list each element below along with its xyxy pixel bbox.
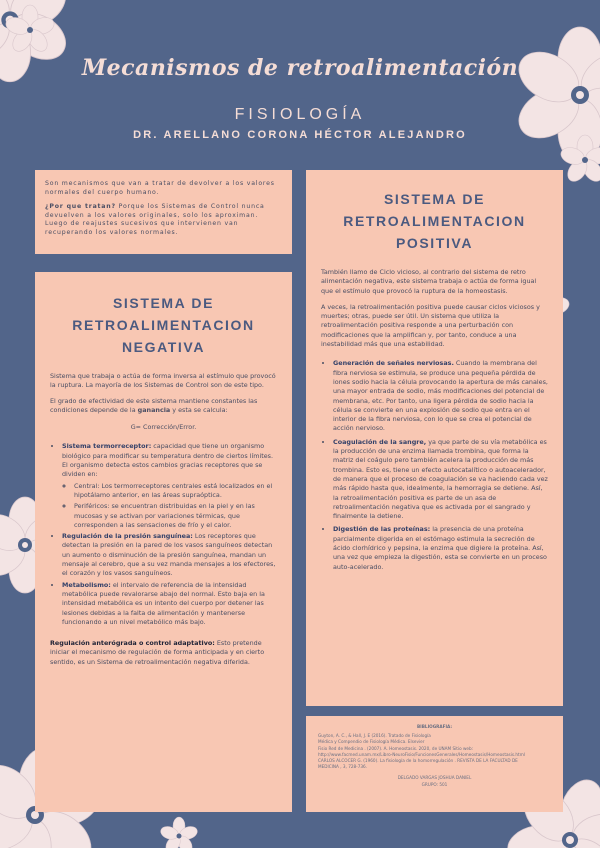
positive-paragraph: A veces, la retroalimentación positiva puede causar ciclos viciosos y muertes; otras, puede ser útil. Un sistema que utiliza la retroalimentación positiva responde a una perturbación con modificaciones que la amplifican y, por tanto, conduce a una inestabilidad más que una estabilidad. [321, 302, 540, 349]
anterograde-label: Regulación anterógrada o control adaptativo: [50, 639, 215, 648]
bibliography-panel [306, 716, 563, 812]
bibliography-heading: BIBLIOGRAFIA: [416, 724, 453, 729]
item-label: Generación de señales nerviosas. [333, 359, 454, 368]
negative-title-line: RETROALIMENTACION [72, 317, 255, 333]
item-label: Digestión de las proteínas: [333, 525, 431, 534]
positive-title-line: RETROALIMENTACION [343, 213, 526, 229]
list-item [62, 532, 277, 578]
gain-term: ganancia [137, 405, 171, 414]
list-item [333, 525, 548, 571]
list-item [333, 438, 548, 522]
signer-name: DELGADO VARGAS JOSHUA DANIEL [397, 775, 472, 781]
item-text: el intervalo de referencia de la intensidad metabólica puede revalorarse abajo del normal. Esto baja en la intensidad metabólica es un intento del cuerpo por detener las lesiones debidas a la falta de alimentación y mantenerse funcionando a un nivel metabólico más bajo. [62, 580, 265, 626]
item-text: Los receptores que detectan la presión en la pared de los vasos sanguíneos detectan un aumento o disminución de la presión sanguínea, mandan un mensaje al cerebro, que a su vez manda mensajes a los efectores, el corazón y los vasos sanguíneos. [62, 532, 276, 578]
intro-question-label: ¿Por que tratan? [45, 203, 116, 211]
gain-text-pre: El grado de efectividad de este sistema mantiene constantes las condiciones depende de la [50, 396, 258, 414]
negative-title-line: SISTEMA DE [112, 295, 215, 311]
bibliography-ref: http://www.facmed.unam.mx/Libro-NeuroFisio/FuncionesGenerales/Homeostasis/Homeostasis.html [318, 751, 525, 757]
positive-title-line: POSITIVA [395, 235, 474, 251]
flower-icon [0, 0, 60, 60]
bibliography-ref: MEDICINA , 3, 728-736. [318, 764, 368, 770]
item-label: Metabolismo: [62, 580, 111, 589]
intro-panel [35, 170, 292, 254]
list-item [62, 581, 277, 627]
item-label: Coagulación de la sangre, [333, 437, 427, 446]
positive-list [321, 359, 548, 572]
list-item: ◦ Periféricos: se encuentran distribuidas en la piel y en las mucosas y se activan por variaciones térmicas, que corresponden a las sensaciones de frío y el calor. [74, 502, 277, 530]
positive-intro: También llamo de Ciclo vicioso, al contrario del sistema de retro alimentación negativa, este sistema trabaja o actúa de forma igual que el estímulo que provocó la ruptura de la homeostasis. [321, 268, 537, 295]
list-item: ◦ Central: Los termorreceptores centrales está localizados en el hipotálamo anterior, en las áreas supraóptica. [74, 482, 277, 501]
bibliography-ref: CARLOS ALCOCER G. (1960). La fisiología de la homorregulación . REVISTA DE LA FACULTAD DE [318, 758, 518, 764]
list-item [333, 359, 548, 433]
negative-feedback-panel [35, 272, 292, 812]
item-text: ya que parte de su vía metabólica es la producción de una enzima llamada trombina, que forma la matriz del coágulo pero también acelera la producción de más trombina. Esto es, tiene un efecto autocatalítico o autoacelerador, de manera que el proceso de coagulación se va haciendo cada vez más rápido hasta que, idealmente, la hemorragia se detiene. Así, la retroalimentación positiva es parte de un asa de retroalimentación negativa que es activada por el sangrado y finalmente la detiene. [333, 437, 548, 521]
intro-paragraph: Son mecanismos que van a tratar de devolver a los valores normales del cuerpo humano. [45, 180, 275, 196]
negative-body [50, 372, 277, 667]
poster-author: DR. ARELLANO CORONA HÉCTOR ALEJANDRO [133, 129, 467, 141]
negative-list [50, 442, 277, 627]
flower-icon [155, 812, 203, 848]
gain-text-post: y esta se calcula: [170, 405, 228, 414]
poster-title: Mecanismos de retroalimentación [81, 55, 519, 81]
negative-gain-text [50, 397, 277, 416]
positive-feedback-panel [306, 170, 563, 706]
positive-body [321, 268, 548, 572]
intro-question-text: Porque los Sistemas de Control nunca devuelven a los valores originales, solo los aproximan. Luego de reajustes sucesivos que intervienen van recuperando los valores normales. [45, 203, 265, 236]
item-text: Cuando la membrana del fibra nerviosa se estimula, se produce una pequeña pérdida de iones sodio hacia la célula provocando la apertura de más canales, una mayor entrada de sodio, más modificaciones del potencial de membrana, etc. Por tanto, una ligera pérdida de sodio hacia la célula se convierte en una explosión de sodio que entra en el interior de la fibra nerviosa, con lo que se crea el potencial de acción nervioso. [333, 359, 548, 433]
anterograde-text: Esto pretende iniciar el mecanismo de regulación de forma anticipada y en cierto sentido, es un Sistema de retroalimentación negativa diferida. [50, 639, 265, 666]
negative-section-title [50, 292, 277, 358]
positive-title-line: SISTEMA DE [383, 191, 486, 207]
bibliography-ref: Médica y Compendio de Fisiología Médica. Elsevier [318, 739, 425, 745]
item-text: la presencia de una proteína parcialmente digerida en el estómago estimula la secreción de ácido clorhídrico y pepsina, la enzima que digiere la proteína. Así, una vez que empieza la digestión, esta se convierte en un proceso auto-acelerado. [333, 525, 547, 571]
anterograde-regulation [50, 639, 277, 667]
gain-formula: G= Corrección/Error. [130, 423, 197, 432]
bibliography-ref: Guyton, A. C., & Hall, J. E (2016). Tratado de Fisiología [318, 733, 431, 739]
poster-subject: FISIOLOGÍA [234, 106, 366, 123]
list-item [62, 442, 277, 530]
bibliography-ref: Fisio Red de Medicina . (2007). A. Homeostasis. 2020, de UNAM Sitio web: [318, 745, 474, 751]
intro-question [45, 203, 282, 237]
item-label: Sistema termorreceptor: [62, 442, 152, 451]
item-extra: El organismo detecta estos cambios gracias receptores que se dividen en: [62, 461, 263, 479]
receptor-sublist [62, 482, 277, 530]
item-text: capacidad que tiene un organismo biológico para modificar su temperatura dentro de ciertos límites. [62, 442, 274, 460]
signer-group: GRUPO: 501 [421, 781, 448, 787]
negative-title-line: NEGATIVA [121, 339, 206, 355]
author-signature [318, 775, 551, 787]
positive-section-title [321, 188, 548, 254]
item-label: Regulación de la presión sanguínea: [62, 532, 193, 541]
negative-intro: Sistema que trabaja o actúa de forma inversa al estímulo que provocó la ruptura. La mayoría de los Sistemas de Control son de este tipo. [50, 372, 276, 390]
